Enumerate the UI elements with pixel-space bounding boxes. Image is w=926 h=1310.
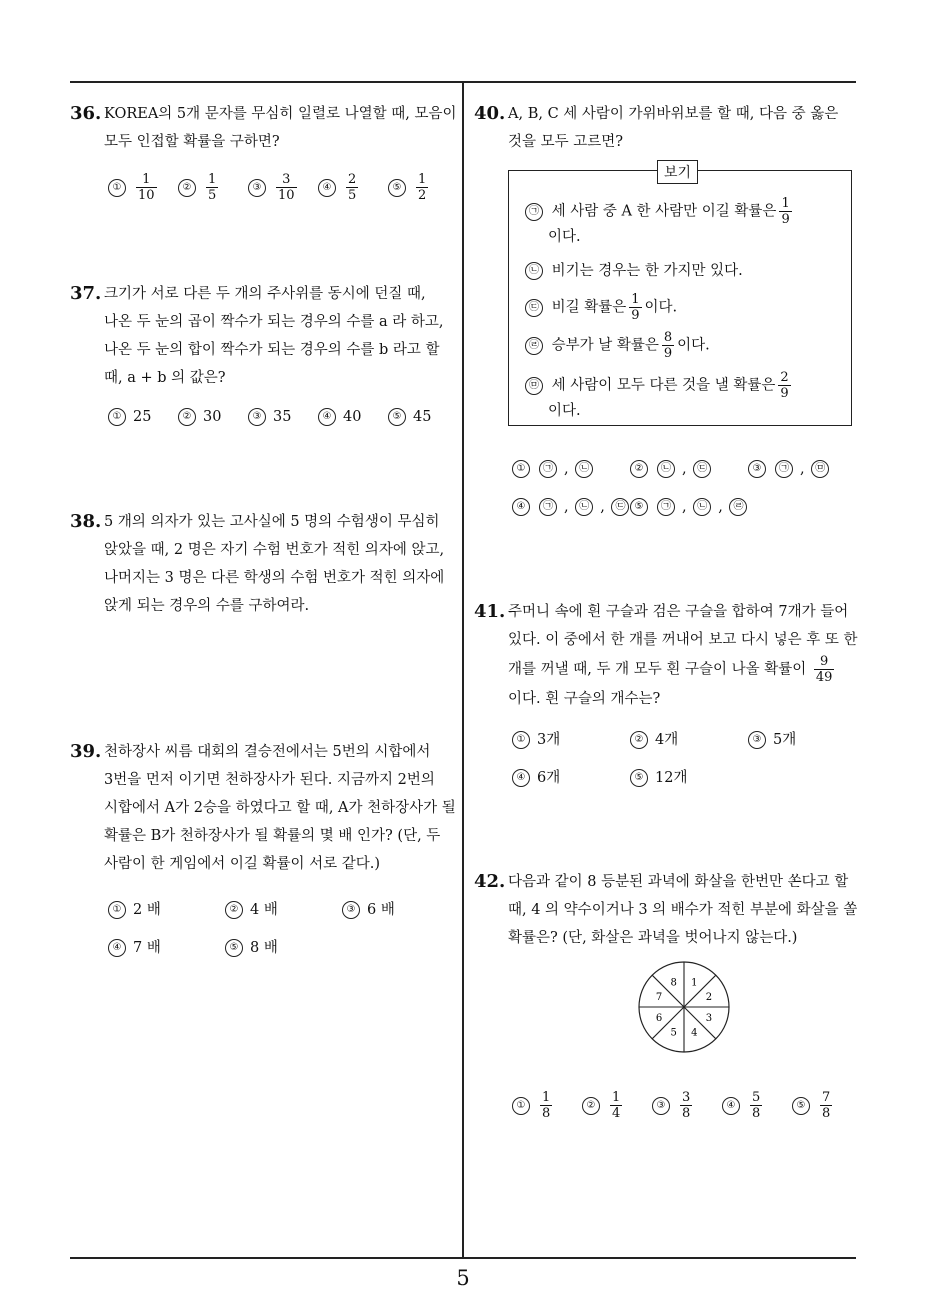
question-text: 주머니 속에 흰 구슬과 검은 구슬을 합하여 7개가 들어 있다. 이 중에서 한 개를 꺼내어 보고 다시 넣은 후 또 한 개를 꺼낼 때, 두 개 모두 흰 구슬이 나올 확률이 $\frac{9}{49}$ 이다. 흰 구슬의 개수는?	[508, 604, 858, 707]
target-number: 7	[655, 992, 663, 1004]
fraction: $\frac{7}{8}$	[822, 1090, 831, 1121]
answer-choice[interactable]: ① ㉠ , ㉡	[512, 460, 600, 478]
example-item: ㉤ 세 사람이 모두 다른 것을 낼 확률은 $\frac{2}{9}$	[525, 370, 794, 401]
choice-marker: ㉤	[525, 377, 543, 395]
answer-choice[interactable]	[652, 1090, 695, 1121]
answer-choice[interactable]: ① 3개	[512, 728, 560, 749]
choice-marker: ⑤	[630, 769, 648, 787]
question-number: 41.	[474, 601, 506, 622]
choice-marker: ①	[108, 179, 126, 197]
answer-choice[interactable]: ② 4 배	[225, 898, 278, 919]
question-number: 38.	[70, 511, 102, 532]
question-39	[70, 738, 458, 878]
bottom-rule	[70, 1257, 856, 1259]
answer-choice[interactable]	[512, 1090, 555, 1121]
fraction: $\frac{1}{8}$	[542, 1090, 551, 1121]
fraction: $\frac{9}{49}$	[815, 654, 833, 685]
answer-choice[interactable]: ③ 6 배	[342, 898, 395, 919]
target-number: 1	[691, 977, 698, 989]
question-37	[70, 280, 458, 392]
question-42	[474, 868, 860, 952]
question-40	[474, 100, 860, 156]
fraction: $\frac{8}{9}$	[663, 330, 673, 361]
choice-marker: ①	[512, 460, 530, 478]
target-number: 6	[655, 1012, 663, 1024]
choice-marker: ③	[248, 179, 266, 197]
fraction: $\frac{1}{9}$	[781, 196, 790, 227]
choice-marker: ③	[748, 460, 766, 478]
question-38	[70, 508, 458, 620]
choice-marker: ①	[108, 408, 126, 426]
answer-choice[interactable]: ③ 5개	[748, 728, 796, 749]
choice-marker: ②	[582, 1097, 600, 1115]
choice-marker: ㉡	[525, 262, 543, 280]
question-number: 37.	[70, 283, 102, 304]
example-item: ㉢ 비길 확률은 $\frac{1}{9}$ 이다.	[525, 292, 677, 323]
answer-choice[interactable]	[792, 1090, 835, 1121]
target-number: 3	[705, 1012, 713, 1024]
choice-marker: ㉣	[525, 337, 543, 355]
column-divider	[462, 82, 464, 1258]
fraction: $\frac{3}{10}$	[278, 172, 295, 203]
choice-marker: ②	[178, 179, 196, 197]
choice-marker: ③	[748, 731, 766, 749]
choice-marker: ⑤	[792, 1097, 810, 1115]
fraction: $\frac{2}{5}$	[348, 172, 357, 203]
question-number: 39.	[70, 741, 102, 762]
choice-marker: ⑤	[225, 939, 243, 957]
target-number: 2	[705, 992, 713, 1004]
choice-marker: ②	[178, 408, 196, 426]
choice-marker: ①	[512, 1097, 530, 1115]
target-number: 5	[670, 1027, 677, 1039]
example-item: ㉠ 세 사람 중 A 한 사람만 이길 확률은 $\frac{1}{9}$	[525, 196, 795, 227]
choice-marker: ①	[108, 901, 126, 919]
answer-choice[interactable]: ⑤ 12개	[630, 766, 687, 787]
fraction: $\frac{2}{9}$	[780, 370, 789, 401]
answer-choice[interactable]: ① 25	[108, 408, 151, 426]
question-text: 크기가 서로 다른 두 개의 주사위를 동시에 던질 때, 나온 두 눈의 곱이 짝수가 되는 경우의 수를 a 라 하고, 나온 두 눈의 합이 짝수가 되는 경우의 수를 b 라고 할 때, a + b 의 값은?	[104, 286, 444, 386]
choice-marker: ②	[630, 731, 648, 749]
target-diagram	[637, 960, 731, 1054]
fraction: $\frac{1}{2}$	[418, 172, 427, 203]
choice-marker: ③	[342, 901, 360, 919]
example-item-continuation: 이다.	[548, 403, 581, 419]
question-text: 천하장사 씨름 대회의 결승전에서는 5번의 시합에서 3번을 먼저 이기면 천하장사가 된다. 지금까지 2번의 시합에서 A가 2승을 하였다고 할 때, A가 천하장사가 될 확률은 B가 천하장사가 될 확률의 몇 배 인가? (단, 두 사람이 한 게임에서 이길 확률이 서로 같다.)	[104, 744, 456, 872]
fraction: $\frac{1}{10}$	[138, 172, 155, 203]
page-number: 5	[456, 1266, 470, 1290]
answer-choice[interactable]: ④ 6개	[512, 766, 560, 787]
choice-marker: ⑤	[630, 498, 648, 516]
answer-choice[interactable]: ④ 7 배	[108, 936, 161, 957]
answer-choice[interactable]: ① 2 배	[108, 898, 161, 919]
choice-marker: ①	[512, 731, 530, 749]
answer-choice[interactable]	[388, 172, 431, 203]
question-text: KOREA의 5개 문자를 무심히 일렬로 나열할 때, 모음이 모두 인접할 확률을 구하면?	[104, 106, 457, 150]
choice-marker: ⑤	[388, 179, 406, 197]
question-number: 42.	[474, 871, 506, 892]
answer-choice[interactable]	[318, 172, 361, 203]
question-36	[70, 100, 458, 156]
answer-choice[interactable]	[108, 172, 160, 203]
answer-choice[interactable]: ② 30	[178, 408, 221, 426]
fraction: $\frac{5}{8}$	[752, 1090, 761, 1121]
fraction: $\frac{1}{9}$	[631, 292, 640, 323]
target-number: 4	[691, 1027, 698, 1039]
choice-marker: ③	[248, 408, 266, 426]
target-number: 8	[670, 977, 677, 989]
fraction: $\frac{3}{8}$	[682, 1090, 691, 1121]
example-item: ㉡ 비기는 경우는 한 가지만 있다.	[525, 258, 743, 284]
fraction: $\frac{1}{4}$	[612, 1090, 621, 1121]
answer-choice[interactable]: ③ 35	[248, 408, 291, 426]
choice-marker: ⑤	[388, 408, 406, 426]
question-text: 다음과 같이 8 등분된 과녁에 화살을 한번만 쏜다고 할 때, 4 의 약수이거나 3 의 배수가 적힌 부분에 화살을 쏠 확률은? (단, 화살은 과녁을 벗어나지 않는다.)	[508, 874, 858, 946]
question-text: A, B, C 세 사람이 가위바위보를 할 때, 다음 중 옳은 것을 모두 고르면?	[508, 106, 839, 150]
answer-choice[interactable]: ④ 40	[318, 408, 361, 426]
answer-choice[interactable]	[178, 172, 221, 203]
question-41	[474, 598, 860, 713]
choice-marker: ③	[652, 1097, 670, 1115]
answer-choice[interactable]: ② ㉡ , ㉢	[630, 460, 718, 478]
answer-choice[interactable]	[248, 172, 300, 203]
choice-marker: ④	[512, 498, 530, 516]
answer-choice[interactable]: ⑤ ㉠ , ㉡ , ㉣	[630, 498, 754, 516]
answer-choice[interactable]: ③ ㉠ , ㉤	[748, 460, 836, 478]
answer-choice[interactable]: ② 4개	[630, 728, 678, 749]
answer-choice[interactable]	[582, 1090, 625, 1121]
answer-choice[interactable]: ⑤ 8 배	[225, 936, 278, 957]
question-text: 5 개의 의자가 있는 고사실에 5 명의 수험생이 무심히 앉았을 때, 2 명은 자기 수험 번호가 적힌 의자에 앉고, 나머지는 3 명은 다른 학생의 수험 번호가 적힌 의자에 앉게 되는 경우의 수를 구하여라.	[104, 514, 445, 614]
example-item: ㉣ 승부가 날 확률은 $\frac{8}{9}$ 이다.	[525, 330, 710, 361]
choice-marker: ②	[630, 460, 648, 478]
question-number: 40.	[474, 103, 506, 124]
choice-marker: ④	[318, 179, 336, 197]
answer-choice[interactable]: ⑤ 45	[388, 408, 431, 426]
choice-marker: ④	[318, 408, 336, 426]
choice-marker: ②	[225, 901, 243, 919]
answer-choice[interactable]: ④ ㉠ , ㉡ , ㉢	[512, 498, 636, 516]
choice-marker: ㉢	[525, 299, 543, 317]
fraction: $\frac{1}{5}$	[208, 172, 217, 203]
question-number: 36.	[70, 103, 102, 124]
choice-marker: ㉠	[525, 203, 543, 221]
example-item-continuation: 이다.	[548, 229, 581, 245]
answer-choice[interactable]	[722, 1090, 765, 1121]
example-box-label: 보기	[657, 160, 698, 184]
choice-marker: ④	[108, 939, 126, 957]
choice-marker: ④	[512, 769, 530, 787]
choice-marker: ④	[722, 1097, 740, 1115]
